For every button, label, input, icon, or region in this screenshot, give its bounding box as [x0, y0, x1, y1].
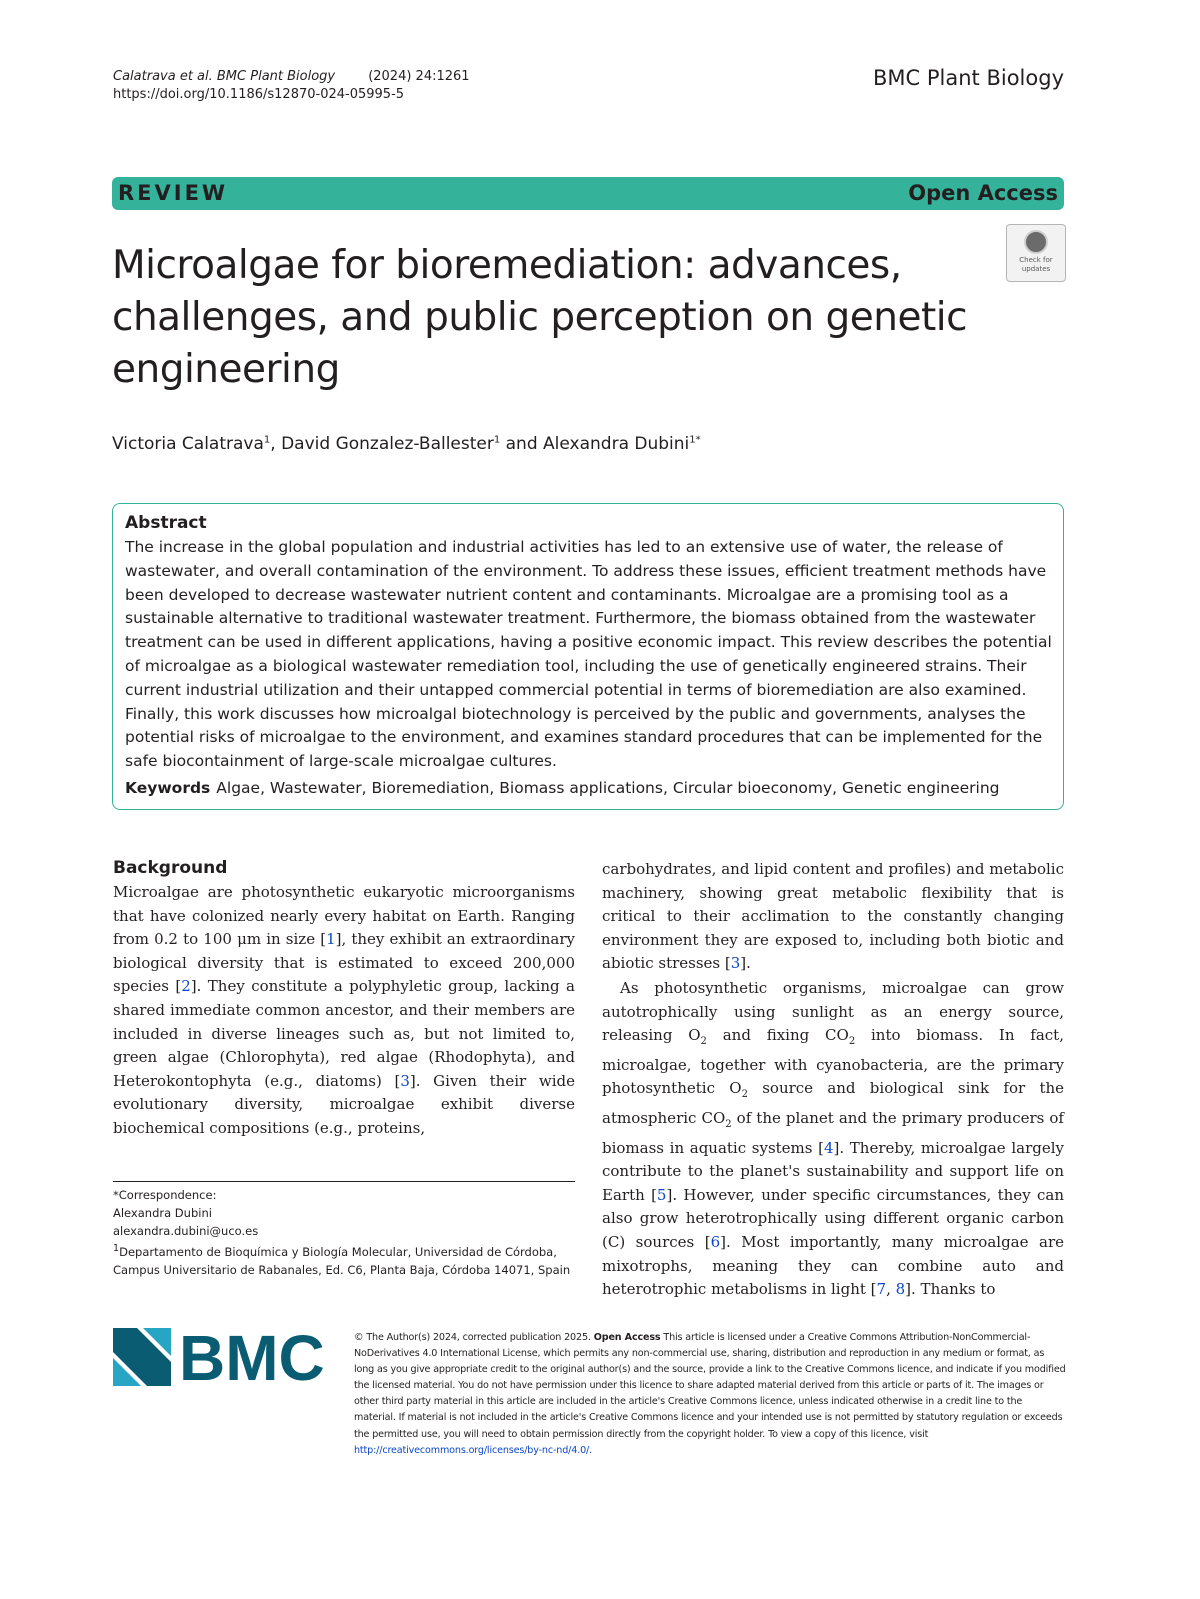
license-url-link[interactable]: http://creativecommons.org/licenses/by-nc-nd/4.0/.	[354, 1444, 593, 1456]
citation-link[interactable]: 7	[876, 1280, 887, 1299]
license-notice	[354, 1330, 1066, 1459]
logo-text: BMC	[179, 1328, 325, 1386]
subscript: 2	[725, 1118, 732, 1130]
citation-link[interactable]: 4	[823, 1138, 834, 1157]
citation-link[interactable]: 2	[181, 977, 191, 996]
keywords-list: Algae, Wastewater, Bioremediation, Biomass applications, Circular bioeconomy, Genetic engineering	[216, 779, 1000, 797]
author-name[interactable]: David Gonzalez-Ballester	[281, 434, 494, 454]
running-header	[113, 68, 470, 104]
body-paragraph: Microalgae are photosynthetic eukaryotic microorganisms that have colonized nearly every habitat on Earth. Ranging from 0.2 to 100 μm in size [1], they exhibit an extraordinary biological diversity that is estimated to exceed 200,000 species [2]. They constitute a polyphyletic group, lacking a shared immediate common ancestor, and their members are included in diverse lineages such as, but not limited to, green algae (Chlorophyta), red algae (Rhodophyta), and Heterokontophyta (e.g., diatoms) [3]. Given their wide evolutionary diversity, microalgae exhibit diverse biochemical compositions (e.g., proteins,	[113, 883, 575, 1137]
correspondence-label: *Correspondence:	[113, 1188, 217, 1202]
subscript: 2	[741, 1089, 748, 1101]
copyright-text: © The Author(s) 2024, corrected publication 2025.	[354, 1332, 591, 1343]
affiliation	[113, 1240, 583, 1279]
author-name[interactable]: Victoria Calatrava	[112, 434, 264, 454]
article-title: Microalgae for bioremediation: advances, challenges, and public perception on genetic engineering	[112, 243, 968, 392]
abstract-text: The increase in the global population and industrial activities has led to an extensive use of water, the release of wastewater, and overall contamination of the environment. To address these issues, efficient treatment methods have been developed to decrease wastewater nutrient content and contaminants. Microalgae are a promising tool as a sustainable alternative to traditional wastewater treatment. Furthermore, the biomass obtained from the wastewater treatment can be used in different applications, having a positive economic impact. This review describes the potential of microalgae as a biological wastewater remediation tool, including the use of genetically engineered strains. Their current industrial utilization and their untapped commercial potential in terms of bioremediation are also examined. Finally, this work discusses how microalgal biotechnology is perceived by the public and governments, analyses the potential risks of microalgae to the environment, and examines standard procedures that can be implemented for the safe biocontainment of large-scale microalgae cultures.	[125, 538, 1052, 771]
body-paragraph: As photosynthetic organisms, microalgae can grow autotrophically using sunlight as an energy source, releasing $O_2$ and fixing $CO_2$ into biomass. In fact, microalgae, together with cyanobacteria, are the primary photosynthetic $O_2$ source and biological sink for the atmospheric $CO_2$ of the planet and the primary producers of biomass in aquatic systems [4]. Thereby, microalgae largely contribute to the planet's sustainability and support life on Earth [5]. However, under specific circumstances, they can also grow heterotrophically using different organic carbon (C) sources [6]. Most importantly, many microalgae are mixotrophs, meaning they can combine auto and heterotrophic metabolisms in light [7, 8]. Thanks to	[602, 978, 1065, 1299]
citation-link[interactable]: 6	[710, 1232, 721, 1251]
year-volume: (2024) 24:1261	[368, 69, 470, 84]
update-icon	[1024, 230, 1048, 254]
citation-link[interactable]: 3	[730, 954, 741, 973]
citation-link[interactable]: 1	[326, 930, 336, 949]
journal-citation: Calatrava et al. BMC Plant Biology	[113, 69, 336, 84]
citation-link[interactable]: 8	[895, 1280, 906, 1299]
author-name[interactable]: Alexandra Dubini	[543, 434, 690, 454]
author-affiliation-marker: 1	[493, 434, 501, 446]
background-heading: Background	[113, 858, 228, 878]
author-affiliation-marker: 1	[263, 434, 271, 446]
correspondence-email[interactable]: alexandra.dubini@uco.es	[113, 1224, 259, 1238]
affiliation-text: Departamento de Bioquímica y Biología Molecular, Universidad de Córdoba, Campus Universitario de Rabanales, Ed. C6, Planta Baja, Córdoba 14071, Spain	[113, 1244, 571, 1277]
journal-name: BMC Plant Biology	[873, 66, 1064, 90]
correspondence-name: Alexandra Dubini	[113, 1206, 212, 1220]
open-access-label: Open Access	[908, 181, 1058, 205]
bmc-logo	[113, 1328, 328, 1386]
check-for-updates-text: Check for updates	[1019, 256, 1053, 273]
keywords-label: Keywords	[125, 779, 211, 797]
abstract-heading: Abstract	[125, 513, 207, 533]
article-type: REVIEW	[118, 181, 229, 205]
body-column-right	[602, 858, 1064, 1302]
author-affiliation-marker: 1*	[689, 434, 701, 446]
body-column-left	[113, 881, 575, 1141]
footnote-divider	[113, 1181, 575, 1182]
keywords	[125, 779, 1000, 797]
correspondence-footnote	[113, 1186, 583, 1279]
citation-link[interactable]: 5	[656, 1185, 667, 1204]
citation-link[interactable]: 3	[400, 1071, 410, 1090]
author-list: Victoria Calatrava$^1$, David Gonzalez-Ballester$^1$ and Alexandra Dubini$^{1*}$	[112, 434, 701, 454]
subscript: 2	[848, 1036, 856, 1048]
subscript: 2	[700, 1036, 707, 1048]
doi-link[interactable]: https://doi.org/10.1186/s12870-024-05995-5	[113, 87, 405, 102]
check-for-updates-badge[interactable]	[1006, 224, 1066, 282]
affiliation-number: 1	[113, 1243, 120, 1254]
body-paragraph: carbohydrates, and lipid content and profiles) and metabolic machinery, showing great metabolic flexibility that is critical to their acclimation to the constantly changing environment they are exposed to, including both biotic and abiotic stresses [3].	[602, 860, 1064, 973]
license-oa-label: Open Access	[593, 1332, 661, 1343]
license-text: This article is licensed under a Creative Commons Attribution-NonCommercial-NoDerivatives 4.0 International License, which permits any non-commercial use, sharing, distribution and reproduction in any medium or format, as long as you give appropriate credit to the original author(s) and the source, provide a link to the Creative Commons licence, and indicate if you modified the licensed material. You do not have permission under this licence to share adapted material derived from this article or parts of it. The images or other third party material in this article are included in the article's Creative Commons licence, unless indicated otherwise in a credit line to the material. If material is not included in the article's Creative Commons licence and your intended use is not permitted by statutory regulation or exceeds the permitted use, you will need to obtain permission directly from the copyright holder. To view a copy of this licence, visit	[354, 1332, 1066, 1440]
